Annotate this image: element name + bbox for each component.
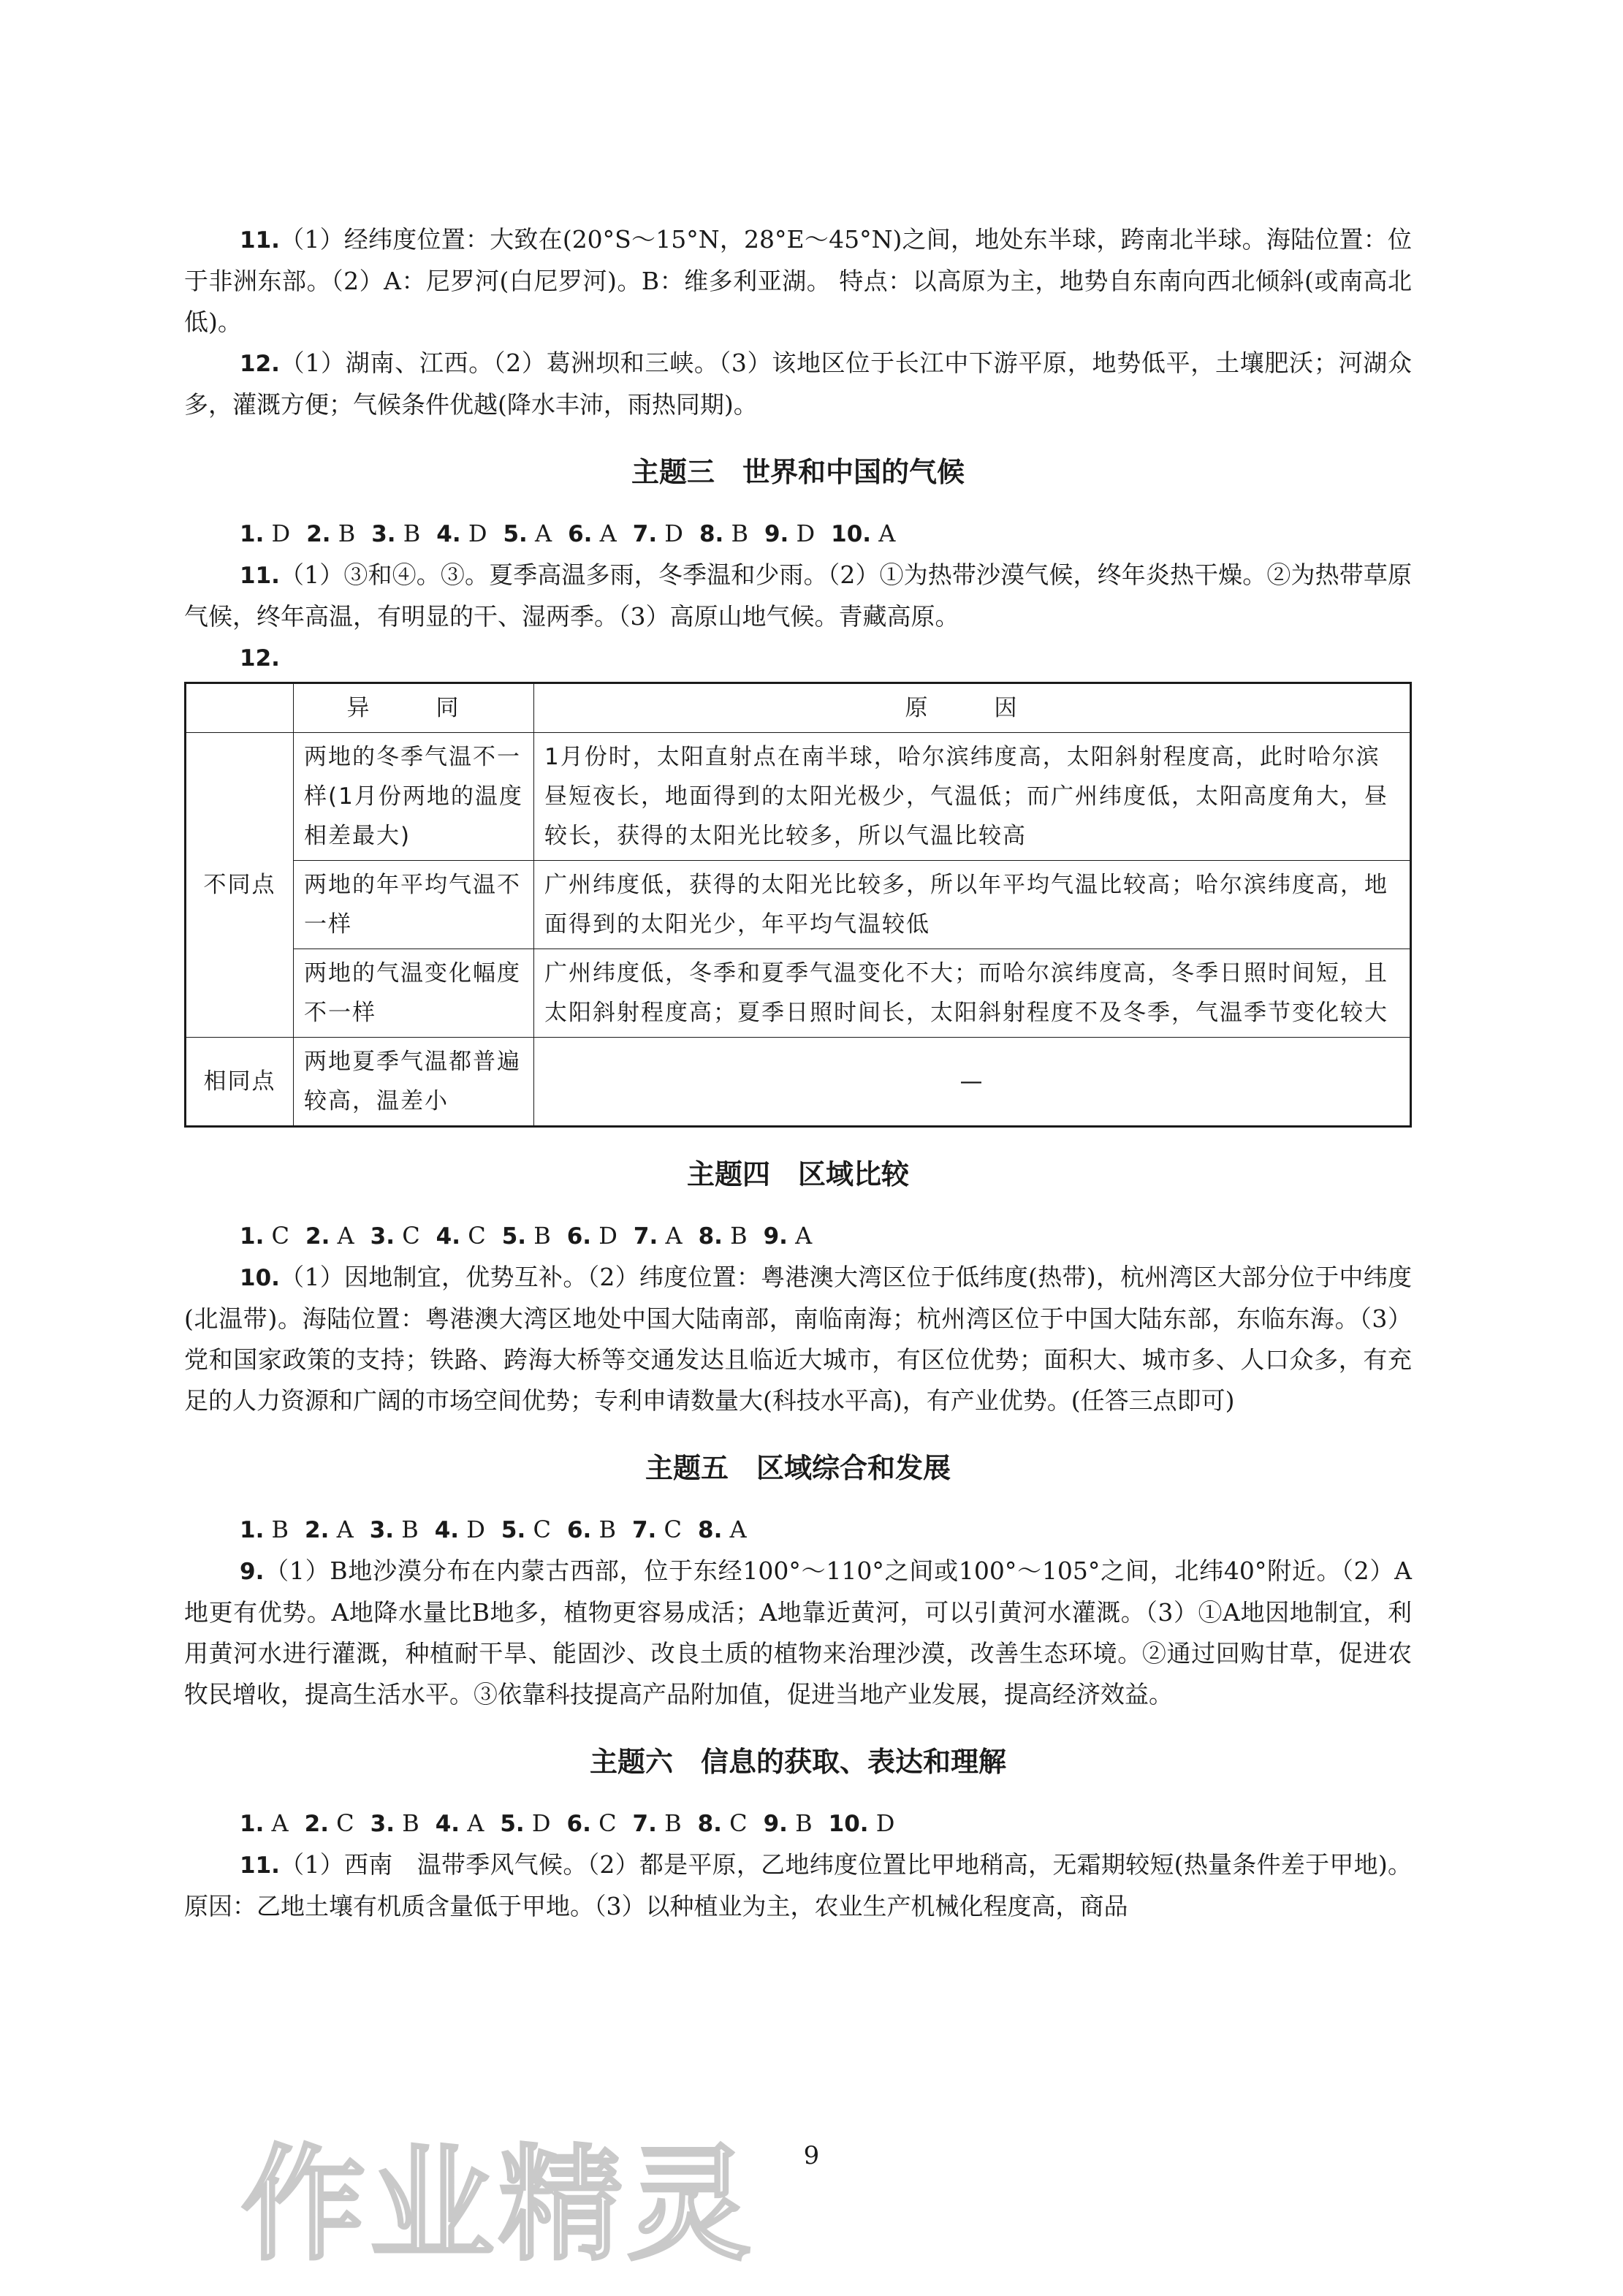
choice-number: 5.: [501, 1517, 526, 1543]
choice-answer: [633, 520, 683, 547]
choice-answer: [370, 1809, 419, 1837]
choice-answer: [567, 1809, 617, 1837]
choice-number: 5.: [500, 1811, 525, 1837]
choice-number: 2.: [305, 1517, 330, 1543]
choice-letter: B: [591, 1516, 616, 1543]
choice-number: 5.: [503, 521, 528, 547]
choice-answer: [829, 1809, 895, 1837]
choice-letter: B: [395, 1809, 419, 1837]
topic4-choice-answers: [184, 1215, 1412, 1257]
choice-number: 2.: [306, 521, 331, 547]
group-label-same: 相同点: [186, 1038, 294, 1127]
choice-letter: B: [722, 1222, 748, 1250]
choice-number: 3.: [371, 521, 396, 547]
choice-answer: [305, 1809, 354, 1837]
choice-answer: [500, 1809, 550, 1837]
choice-letter: D: [460, 520, 487, 547]
topic4-q10-answer: 10.（1）因地制宜，优势互补。（2）纬度位置：粤港澳大湾区位于低纬度(热带)，杭州湾区大部分位于中纬度(北温带)。海陆位置：粤港澳大湾区地处中国大陆南部，南临南海；杭州湾区位于中国大陆东部，东临东海。（3）党和国家政策的支持；铁路、跨海大桥等交通发达且临近大城市，有区位优势；面积大、城市多、人口众多，有充足的人力资源和广阔的市场空间优势；专利申请数量大(科技水平高)，有产业优势。(任答三点即可): [184, 1263, 1412, 1415]
choice-number: 10.: [831, 521, 872, 547]
choice-answer: [698, 1809, 748, 1837]
row-item: 两地的冬季气温不一样(1月份两地的温度相差最大): [294, 733, 534, 861]
choice-number: 4.: [434, 1517, 460, 1543]
choice-answer: [567, 1516, 616, 1543]
choice-answer: [764, 520, 815, 547]
choice-letter: B: [723, 520, 748, 547]
choice-letter: D: [524, 1809, 551, 1837]
choice-letter: A: [460, 1809, 484, 1837]
choice-number: 7.: [632, 1811, 657, 1837]
choice-answer: [634, 1222, 683, 1250]
choice-answer: [698, 1516, 747, 1543]
choice-answer: [306, 520, 355, 547]
choice-letter: D: [868, 1809, 895, 1837]
choice-letter: B: [656, 1809, 682, 1837]
choice-answer: [436, 1809, 484, 1837]
choice-answer: [371, 520, 420, 547]
choice-number: 4.: [436, 1223, 461, 1250]
choice-answer: [503, 520, 552, 547]
topic3-choice-answers: [184, 513, 1412, 555]
choice-number: 10.: [828, 1811, 869, 1837]
choice-number: 1.: [240, 1517, 265, 1543]
q11-top-answer: 11.（1）经纬度位置：大致在(20°S～15°N，28°E～45°N)之间，地处东半球，跨南北半球。海陆位置：位于非洲东部。（2）A：尼罗河(白尼罗河)。B：维多利亚湖。 特点：以高原为主，地势自东南向西北倾斜(或南高北低)。: [184, 225, 1412, 336]
climate-comparison-table: [184, 682, 1412, 1128]
choice-answer: [435, 1516, 485, 1543]
choice-letter: C: [590, 1809, 617, 1837]
watermark-logo: 作业精灵: [241, 2133, 756, 2278]
topic5-title: 主题五 区域综合和发展: [645, 1452, 951, 1484]
choice-number: 8.: [699, 521, 724, 547]
choice-letter: A: [658, 1222, 683, 1250]
table-row: [186, 733, 1411, 861]
choice-number: 3.: [370, 1811, 395, 1837]
choice-number: 1.: [240, 1811, 265, 1837]
choice-answer: [240, 1222, 289, 1250]
topic3-q12-label: 12.: [240, 645, 280, 672]
choice-answer: [764, 1809, 813, 1837]
choice-answer: [831, 520, 895, 547]
topic6-choice-answers: [184, 1803, 1412, 1844]
choice-letter: B: [395, 520, 421, 547]
answer-page: [184, 219, 1412, 1927]
row-item: 两地的年平均气温不一样: [294, 861, 534, 949]
choice-letter: A: [871, 520, 896, 547]
q12-top-answer: 12.（1）湖南、江西。（2）葛洲坝和三峡。（3）该地区位于长江中下游平原，地势低平，土壤肥沃；河湖众多，灌溉方便；气候条件优越(降水丰沛，雨热同期)。: [184, 349, 1412, 419]
choice-number: 7.: [633, 1223, 658, 1250]
choice-answer: [699, 520, 748, 547]
choice-letter: B: [526, 1222, 551, 1250]
choice-number: 6.: [568, 521, 593, 547]
choice-number: 9.: [763, 1811, 788, 1837]
choice-letter: A: [787, 1222, 813, 1250]
row-reason: 1月份时，太阳直射点在南半球，哈尔滨纬度高，太阳斜射程度高，此时哈尔滨昼短夜长，地面得到的太阳光极少，气温低；而广州纬度低，太阳高度角大，昼较长，获得的太阳光比较多，所以气温比较高: [534, 733, 1411, 861]
choice-letter: C: [460, 1222, 486, 1250]
choice-answer: [240, 1809, 289, 1837]
choice-answer: [764, 1222, 813, 1250]
table-row: [186, 1038, 1411, 1127]
choice-letter: C: [395, 1222, 420, 1250]
choice-letter: D: [788, 520, 816, 547]
choice-number: 1.: [240, 1223, 265, 1250]
page-number: 9: [803, 2141, 820, 2170]
row-item: 两地夏季气温都普遍较高，温差小: [294, 1038, 534, 1127]
choice-letter: C: [721, 1809, 748, 1837]
choice-number: 8.: [697, 1811, 722, 1837]
choice-number: 7.: [632, 521, 658, 547]
choice-letter: A: [264, 1809, 289, 1837]
topic5-q9-answer: 9.（1）B地沙漠分布在内蒙古西部，位于东经100°～110°之间或100°～105°之间，北纬40°附近。（2）A地更有优势。A地降水量比B地多，植物更容易成活；A地靠近黄河，可以引黄河水灌溉。（3）①A地因地制宜，利用黄河水进行灌溉，种植耐干旱、能固沙、改良土质的植物来治理沙漠，改善生态环境。②通过回购甘草，促进农牧民增收，提高生活水平。③依靠科技提高产品附加值，促进当地产业发展，提高经济效益。: [184, 1556, 1412, 1708]
choice-answer: [568, 520, 617, 547]
choice-letter: B: [394, 1516, 419, 1543]
choice-number: 8.: [698, 1517, 723, 1543]
choice-letter: A: [722, 1516, 747, 1543]
choice-answer: [305, 1516, 354, 1543]
choice-number: 5.: [501, 1223, 527, 1250]
choice-number: 9.: [763, 1223, 788, 1250]
choice-number: 1.: [240, 521, 265, 547]
table-header-row: [186, 683, 1411, 733]
choice-number: 7.: [631, 1517, 657, 1543]
choice-letter: A: [330, 1222, 354, 1250]
choice-number: 6.: [566, 1223, 592, 1250]
table-header-diff: 异 同: [294, 683, 534, 733]
choice-number: 3.: [369, 1517, 395, 1543]
choice-letter: C: [329, 1809, 354, 1837]
choice-answer: [699, 1222, 748, 1250]
topic3-q11-answer: 11.（1）③和④。③。夏季高温多雨，冬季温和少雨。（2）①为热带沙漠气候，终年炎热干燥。②为热带草原气候，终年高温，有明显的干、湿两季。（3）高原山地气候。青藏高原。: [184, 560, 1412, 631]
choice-letter: C: [264, 1222, 290, 1250]
topic3-title: 主题三 世界和中国的气候: [631, 456, 965, 488]
topic6-q11-answer: 11.（1）西南 温带季风气候。（2）都是平原，乙地纬度位置比甲地稍高，无霜期较短(热量条件差于甲地)。原因：乙地土壤有机质含量低于甲地。（3）以种植业为主，农业生产机械化程度高，商品: [184, 1850, 1412, 1920]
topic6-title: 主题六 信息的获取、表达和理解: [589, 1746, 1006, 1778]
choice-number: 6.: [566, 1811, 591, 1837]
choice-letter: D: [591, 1222, 617, 1250]
choice-number: 3.: [370, 1223, 395, 1250]
choice-answer: [632, 1516, 682, 1543]
choice-letter: A: [527, 520, 552, 547]
choice-letter: A: [592, 520, 617, 547]
choice-letter: C: [525, 1516, 551, 1543]
choice-answer: [305, 1222, 354, 1250]
choice-number: 4.: [435, 1811, 460, 1837]
table-row: [186, 949, 1411, 1038]
row-reason: 广州纬度低，获得的太阳光比较多，所以年平均气温比较高；哈尔滨纬度高，地面得到的太阳光少，年平均气温较低: [534, 861, 1411, 949]
group-label-diff: 不同点: [186, 733, 294, 1038]
choice-answer: [633, 1809, 682, 1837]
choice-letter: D: [657, 520, 683, 547]
choice-number: 2.: [304, 1811, 329, 1837]
choice-letter: D: [264, 520, 291, 547]
choice-letter: A: [329, 1516, 354, 1543]
choice-answer: [370, 1516, 419, 1543]
choice-answer: [567, 1222, 617, 1250]
choice-answer: [501, 1516, 551, 1543]
topic5-choice-answers: [184, 1509, 1412, 1551]
choice-answer: [240, 520, 290, 547]
choice-number: 8.: [698, 1223, 723, 1250]
choice-letter: B: [330, 520, 356, 547]
choice-letter: D: [459, 1516, 485, 1543]
choice-number: 4.: [436, 521, 461, 547]
table-header-blank: [186, 683, 294, 733]
row-reason: 广州纬度低，冬季和夏季气温变化不大；而哈尔滨纬度高，冬季日照时间短，且太阳斜射程度高；夏季日照时间长，太阳斜射程度不及冬季，气温季节变化较大: [534, 949, 1411, 1038]
row-item: 两地的气温变化幅度不一样: [294, 949, 534, 1038]
choice-letter: C: [656, 1516, 682, 1543]
table-row: [186, 861, 1411, 949]
choice-number: 6.: [566, 1517, 592, 1543]
choice-answer: [436, 1222, 486, 1250]
choice-number: 2.: [305, 1223, 330, 1250]
topic4-title: 主题四 区域比较: [686, 1158, 909, 1190]
row-reason: —: [534, 1038, 1411, 1127]
choice-answer: [240, 1516, 289, 1543]
choice-answer: [436, 520, 487, 547]
choice-letter: B: [787, 1809, 813, 1837]
choice-letter: B: [264, 1516, 289, 1543]
choice-number: 9.: [764, 521, 789, 547]
choice-answer: [502, 1222, 551, 1250]
table-header-reason: 原 因: [534, 683, 1411, 733]
choice-answer: [370, 1222, 420, 1250]
